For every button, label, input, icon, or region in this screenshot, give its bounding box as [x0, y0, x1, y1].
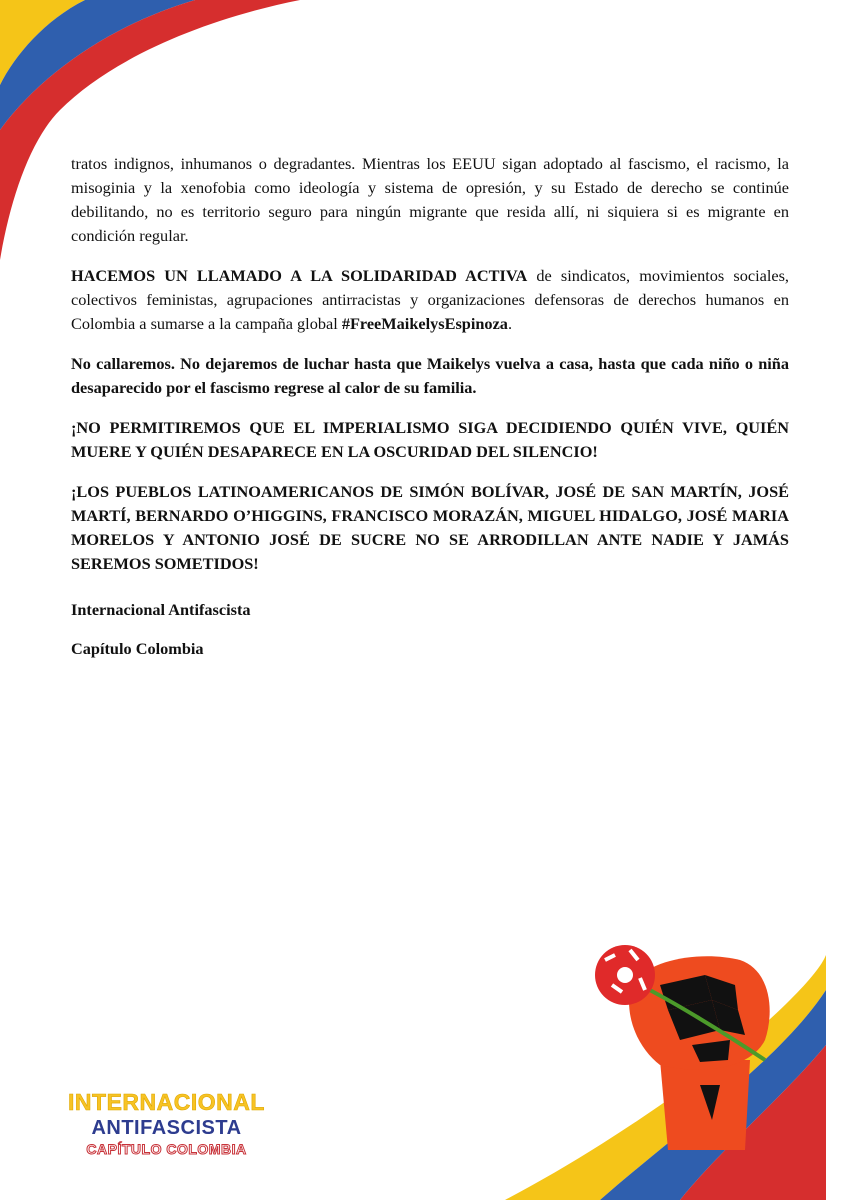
text-segment-bold: ¡NO PERMITIREMOS QUE EL IMPERIALISMO SIGA DECIDIENDO QUIÉN VIVE, QUIÉN MUERE Y QUIÉN DESAPARECE EN LA OSCURIDAD DEL SILENCIO! [71, 418, 789, 461]
paragraph-migrant-safety [71, 152, 789, 248]
logo-line-internacional: INTERNACIONAL [68, 1089, 265, 1115]
signature-organization: Internacional Antifascista [71, 600, 251, 619]
hashtag: #FreeMaikelysEspinoza [341, 314, 508, 333]
text-segment: tratos indignos, inhumanos o degradantes. Mientras los EEUU sigan adoptado al fascismo, el racismo, la misoginia y la xenofobia como ideología y sistema de opresión, y su Estado de derecho se continúe debilitando, no es territorio seguro para ningún migrante que resida allí, ni siquiera si es migrante en condición regular. [71, 154, 789, 245]
text-segment-bold: HACEMOS UN LLAMADO A LA SOLIDARIDAD ACTIVA [71, 266, 528, 285]
paragraph-imperialismo [71, 416, 789, 464]
text-segment: de sindicatos, movimientos sociales, colectivos feministas, agrupaciones antirracistas y organizaciones defensoras de derechos humanos en Colombia a sumarse a la campaña global [71, 266, 789, 333]
text-segment-bold: ¡LOS PUEBLOS LATINOAMERICANOS DE SIMÓN BOLÍVAR, JOSÉ DE SAN MARTÍN, JOSÉ MARTÍ, BERNARDO O’HIGGINS, FRANCISCO MORAZÁN, MIGUEL HIDALGO, JOSÉ MARIA MORELOS Y ANTONIO JOSÉ DE SUCRE NO SE ARRODILLAN ANTE NADIE Y JAMÁS SEREMOS SOMETIDOS! [71, 482, 789, 573]
paragraph-call-to-solidarity [71, 264, 789, 336]
paragraph-no-callaremos [71, 352, 789, 400]
letter-body [71, 152, 789, 592]
text-segment: . [507, 314, 513, 333]
logo-line-antifascista: ANTIFASCISTA [91, 1117, 242, 1139]
signature-chapter: Capítulo Colombia [71, 639, 204, 658]
paragraph-pueblos-latinoamericanos [71, 480, 789, 576]
text-segment-bold: No callaremos. No dejaremos de luchar hasta que Maikelys vuelva a casa, hasta que cada niño o niña desaparecido por el fascismo regrese al calor de su familia. [71, 354, 789, 397]
organization-logo [64, 1088, 269, 1158]
logo-line-capitulo: CAPÍTULO COLOMBIA [86, 1141, 247, 1157]
